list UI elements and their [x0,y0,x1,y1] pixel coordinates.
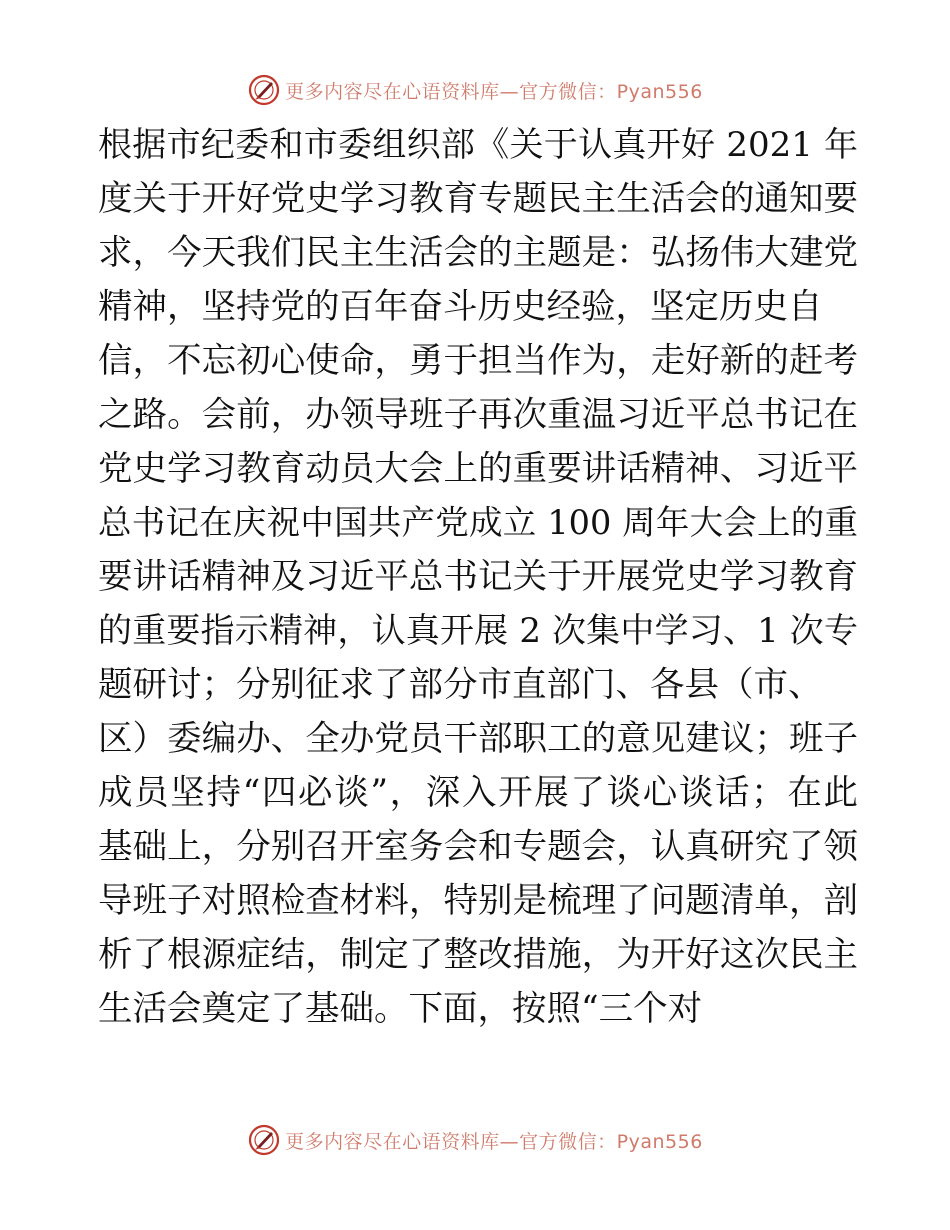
watermark-text: 更多内容尽在心语资料库—官方微信：Pyan556 [285,1130,703,1153]
text-line: 区）委编办、全办党员干部职工的意见建议；班子 [98,719,858,759]
text-line: 析了根源症结，制定了整改措施，为开好这次民主 [98,935,858,975]
text-line: 导班子对照检查材料，特别是梳理了问题清单，剖 [98,881,858,921]
watermark-text: 更多内容尽在心语资料库—官方微信：Pyan556 [285,80,703,103]
text-line: 精神，坚持党的百年奋斗历史经验，坚定历史自 [98,287,823,327]
text-line: 信，不忘初心使命，勇于担当作为，走好新的赶考 [98,341,858,381]
text-line: 党史学习教育动员大会上的重要讲话精神、习近平 [98,449,858,489]
text-line: 要讲话精神及习近平总书记关于开展党史学习教育 [98,557,858,597]
stamp-logo-icon [247,73,281,107]
text-line: 之路。会前，办领导班子再次重温习近平总书记在 [98,395,858,435]
text-line: 基础上，分别召开室务会和专题会，认真研究了领 [98,827,858,867]
text-line: 成员坚持“四必谈”，深入开展了谈心谈话；在此 [98,773,858,813]
text-line: 求，今天我们民主生活会的主题是：弘扬伟大建党 [98,233,858,273]
text-line: 生活会奠定了基础。下面，按照“三个对 [98,989,703,1029]
footer-watermark [0,1120,950,1160]
text-line: 根据市纪委和市委组织部《关于认真开好 2021 年 [98,125,858,165]
text-line: 度关于开好党史学习教育专题民主生活会的通知要 [98,179,858,219]
body-paragraph [98,118,858,1036]
text-line: 的重要指示精神，认真开展 2 次集中学习、1 次专 [98,611,858,651]
text-line: 题研讨；分别征求了部分市直部门、各县（市、 [98,665,823,705]
stamp-logo-icon [247,1123,281,1157]
header-watermark [0,70,950,110]
text-line: 总书记在庆祝中国共产党成立 100 周年大会上的重 [98,503,858,542]
